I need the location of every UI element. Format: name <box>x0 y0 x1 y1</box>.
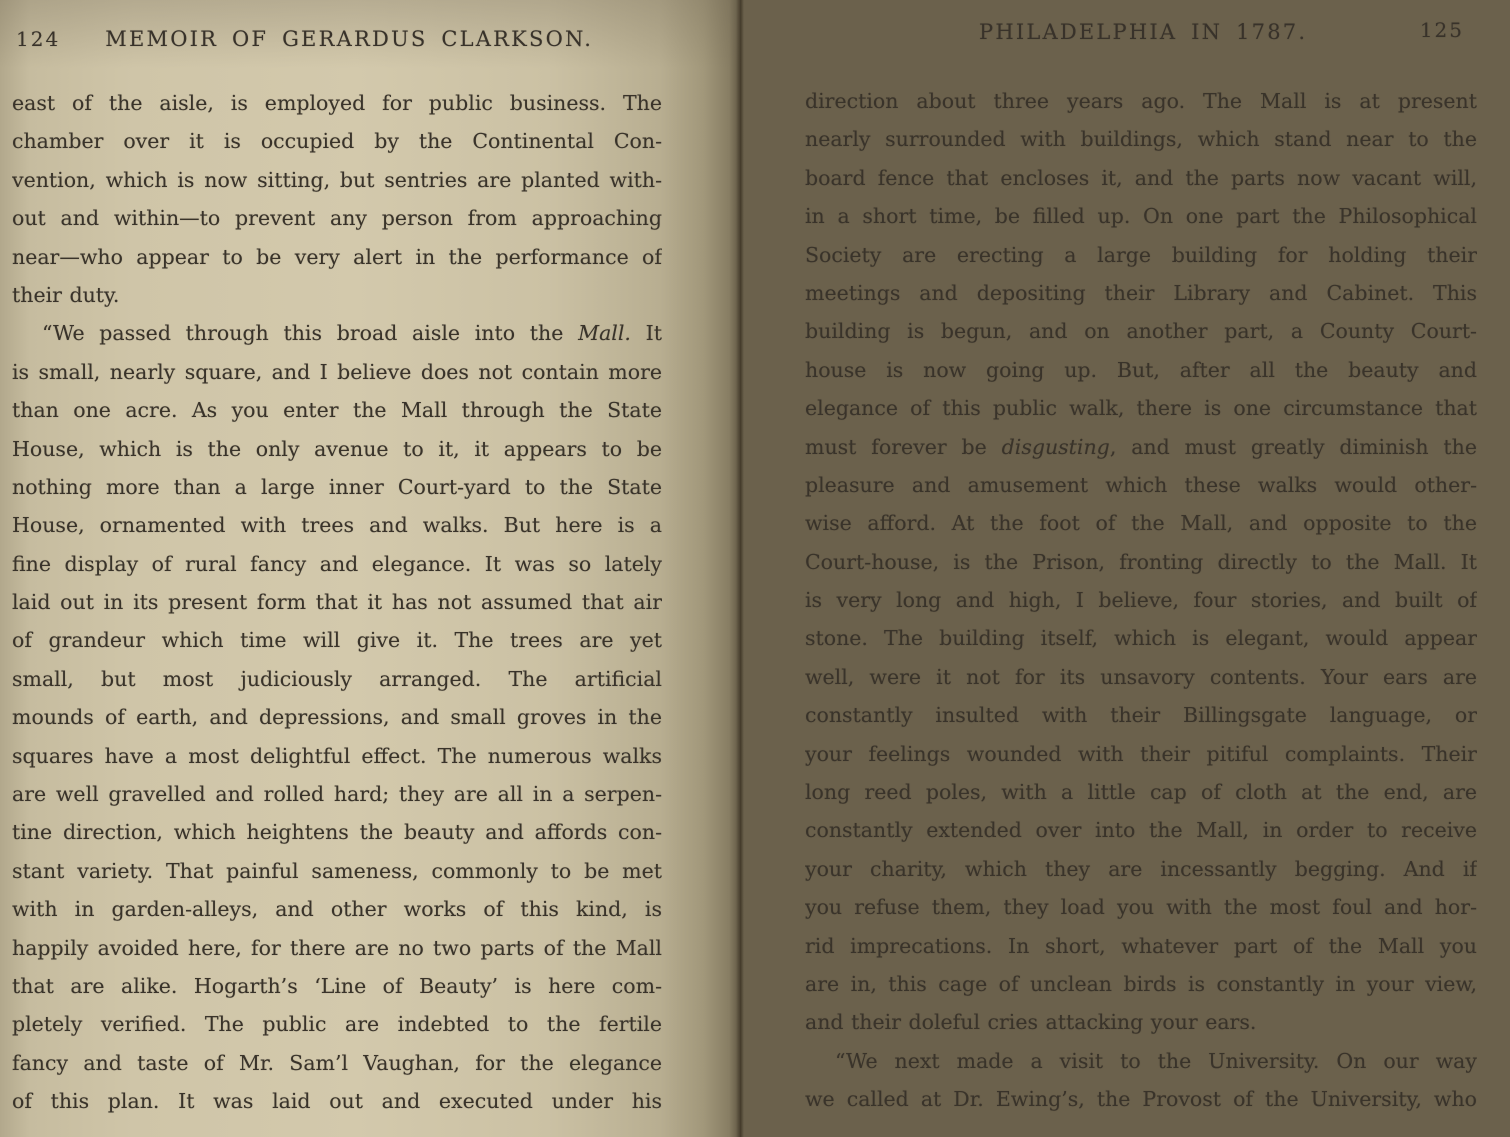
text-run: nothing more than a large inner Court-yard to the State <box>12 474 662 499</box>
text-run: fancy and taste of Mr. Sam’l Vaughan, for the elegance <box>12 1050 662 1075</box>
italic-text-run: Mall. <box>578 321 631 346</box>
text-line <box>12 1082 662 1120</box>
text-run: building is begun, and on another part, a County Court- <box>805 319 1477 344</box>
text-run: in a short time, be filled up. On one part the Philosophical <box>805 204 1477 229</box>
text-line <box>12 621 662 659</box>
text-line <box>12 890 662 928</box>
text-run: pleasure and amusement which these walks would other- <box>805 472 1477 497</box>
text-run: than one acre. As you enter the Mall through the State <box>12 398 662 423</box>
text-run: out and within—to prevent any person from approaching <box>12 206 662 231</box>
text-run: “We passed through this broad aisle into the <box>42 321 579 346</box>
text-line <box>12 161 662 199</box>
text-run: is very long and high, I believe, four stories, and built of <box>805 588 1477 613</box>
text-run: house is now going up. But, after all the beauty and <box>805 357 1477 382</box>
paragraph <box>12 84 662 314</box>
text-line <box>12 276 662 314</box>
text-line <box>12 84 662 122</box>
italic-text-run: disgusting <box>1001 434 1110 459</box>
text-line <box>12 353 662 391</box>
text-run: vention, which is now sitting, but sentries are planted with- <box>12 167 662 192</box>
text-run: east of the aisle, is employed for public business. The <box>12 91 662 115</box>
text-run: constantly extended over into the Mall, in order to receive <box>805 818 1477 843</box>
text-line <box>805 236 1477 274</box>
text-run: your charity, which they are incessantly begging. And if <box>805 856 1477 881</box>
text-run: Society are erecting a large building for holding their <box>805 242 1477 267</box>
text-line <box>12 737 662 775</box>
text-line <box>805 696 1477 734</box>
text-run: laid out in its present form that it has not assumed that air <box>12 590 662 615</box>
text-run: small, but most judiciously arranged. The artificial <box>12 666 662 691</box>
text-line <box>12 929 662 967</box>
text-run: chamber over it is occupied by the Continental Con- <box>12 129 662 154</box>
text-run: It <box>630 321 662 346</box>
text-line <box>805 850 1477 888</box>
text-line <box>805 965 1477 1003</box>
text-run: happily avoided here, for there are no two parts of the Mall <box>12 935 662 960</box>
text-line <box>12 698 662 736</box>
right-page-header <box>741 18 1510 58</box>
text-line <box>805 312 1477 350</box>
text-run: squares have a most delightful effect. The numerous walks <box>12 743 662 768</box>
text-run: tine direction, which heightens the beauty and affords con- <box>12 820 662 845</box>
text-line <box>805 389 1477 427</box>
text-run: nearly surrounded with buildings, which stand near to the <box>805 127 1477 152</box>
text-run: well, were it not for its unsavory contents. Your ears are <box>805 664 1477 689</box>
text-run: are well gravelled and rolled hard; they are all in a serpen- <box>12 782 662 807</box>
text-run: is small, nearly square, and I believe does not contain more <box>12 359 662 384</box>
text-run: you refuse them, they load you with the most foul and hor- <box>805 895 1477 920</box>
text-run: are in, this cage of unclean birds is constantly in your view, <box>805 971 1477 996</box>
text-line <box>12 506 662 544</box>
text-line <box>805 658 1477 696</box>
text-line <box>12 430 662 468</box>
text-run: mounds of earth, and depressions, and small groves in the <box>12 705 662 730</box>
paragraph <box>805 1042 1477 1119</box>
text-line <box>805 888 1477 926</box>
paragraph <box>12 314 662 1120</box>
text-line <box>805 773 1477 811</box>
text-line <box>12 468 662 506</box>
text-run: House, ornamented with trees and walks. But here is a <box>12 513 662 538</box>
text-run: of this plan. It was laid out and executed under his <box>12 1089 662 1114</box>
text-line <box>12 660 662 698</box>
text-line <box>805 619 1477 657</box>
text-line <box>12 775 662 813</box>
left-page-number: 124 <box>16 27 61 51</box>
text-run: long reed poles, with a little cap of cloth at the end, are <box>805 780 1477 805</box>
text-run: we called at Dr. Ewing’s, the Provost of the University, who <box>805 1087 1477 1112</box>
text-run: and their doleful cries attacking your ears. <box>805 1010 1257 1035</box>
text-run: near—who appear to be very alert in the performance of <box>12 244 662 269</box>
text-line <box>805 1042 1477 1080</box>
text-line <box>805 735 1477 773</box>
text-line <box>805 581 1477 619</box>
text-run: constantly insulted with their Billingsgate language, or <box>805 703 1477 728</box>
text-line <box>805 466 1477 504</box>
text-line <box>805 504 1477 542</box>
text-run: fine display of rural fancy and elegance. It was so lately <box>12 551 662 576</box>
right-page-number: 125 <box>1419 18 1464 42</box>
text-line <box>12 238 662 276</box>
text-line <box>805 543 1477 581</box>
text-run: pletely verified. The public are indebted to the fertile <box>12 1012 662 1037</box>
text-line <box>12 122 662 160</box>
text-run: , and must greatly diminish the <box>1109 434 1477 459</box>
text-run: direction about three years ago. The Mall is at present <box>805 89 1477 113</box>
right-page <box>741 0 1510 1137</box>
text-run: “We next made a visit to the University. On our way <box>835 1048 1477 1073</box>
text-run: Court-house, is the Prison, fronting directly to the Mall. It <box>805 549 1477 574</box>
text-line <box>805 1080 1477 1118</box>
text-line <box>12 1044 662 1082</box>
text-run: your feelings wounded with their pitiful complaints. Their <box>805 741 1477 766</box>
text-line <box>805 159 1477 197</box>
text-run: with in garden-alleys, and other works of this kind, is <box>12 897 662 922</box>
text-line <box>12 583 662 621</box>
text-line <box>12 199 662 237</box>
left-running-title: MEMOIR OF GERARDUS CLARKSON. <box>105 27 594 51</box>
text-line <box>12 852 662 890</box>
text-line <box>12 967 662 1005</box>
text-line <box>12 813 662 851</box>
text-run: of grandeur which time will give it. The trees are yet <box>12 628 662 653</box>
text-line <box>805 120 1477 158</box>
text-line <box>12 1005 662 1043</box>
text-line <box>805 927 1477 965</box>
text-line <box>805 82 1477 120</box>
text-run: must forever be <box>805 434 1002 459</box>
text-line <box>805 428 1477 466</box>
text-line <box>12 314 662 352</box>
text-run: House, which is the only avenue to it, it appears to be <box>12 436 662 461</box>
text-line <box>805 274 1477 312</box>
text-run: rid imprecations. In short, whatever part of the Mall you <box>805 933 1477 958</box>
text-line <box>12 545 662 583</box>
left-text-column <box>12 84 662 1121</box>
text-run: stone. The building itself, which is elegant, would appear <box>805 626 1477 651</box>
text-line <box>805 351 1477 389</box>
text-line <box>12 391 662 429</box>
text-run: stant variety. That painful sameness, commonly to be met <box>12 858 662 883</box>
right-running-title: PHILADELPHIA IN 1787. <box>979 20 1308 44</box>
text-run: that are alike. Hogarth’s ‘Line of Beauty’ is here com- <box>12 973 662 998</box>
text-line <box>805 1003 1477 1041</box>
text-run: elegance of this public walk, there is one circumstance that <box>805 396 1477 421</box>
text-run: their duty. <box>12 282 120 307</box>
text-run: board fence that encloses it, and the parts now vacant will, <box>805 165 1477 190</box>
text-run: meetings and depositing their Library and Cabinet. This <box>805 280 1477 305</box>
text-line <box>805 811 1477 849</box>
right-text-column <box>805 82 1477 1119</box>
text-line <box>805 197 1477 235</box>
text-run: wise afford. At the foot of the Mall, and opposite to the <box>805 511 1477 536</box>
left-page <box>0 0 741 1137</box>
paragraph <box>805 82 1477 1042</box>
left-page-header <box>16 27 593 51</box>
